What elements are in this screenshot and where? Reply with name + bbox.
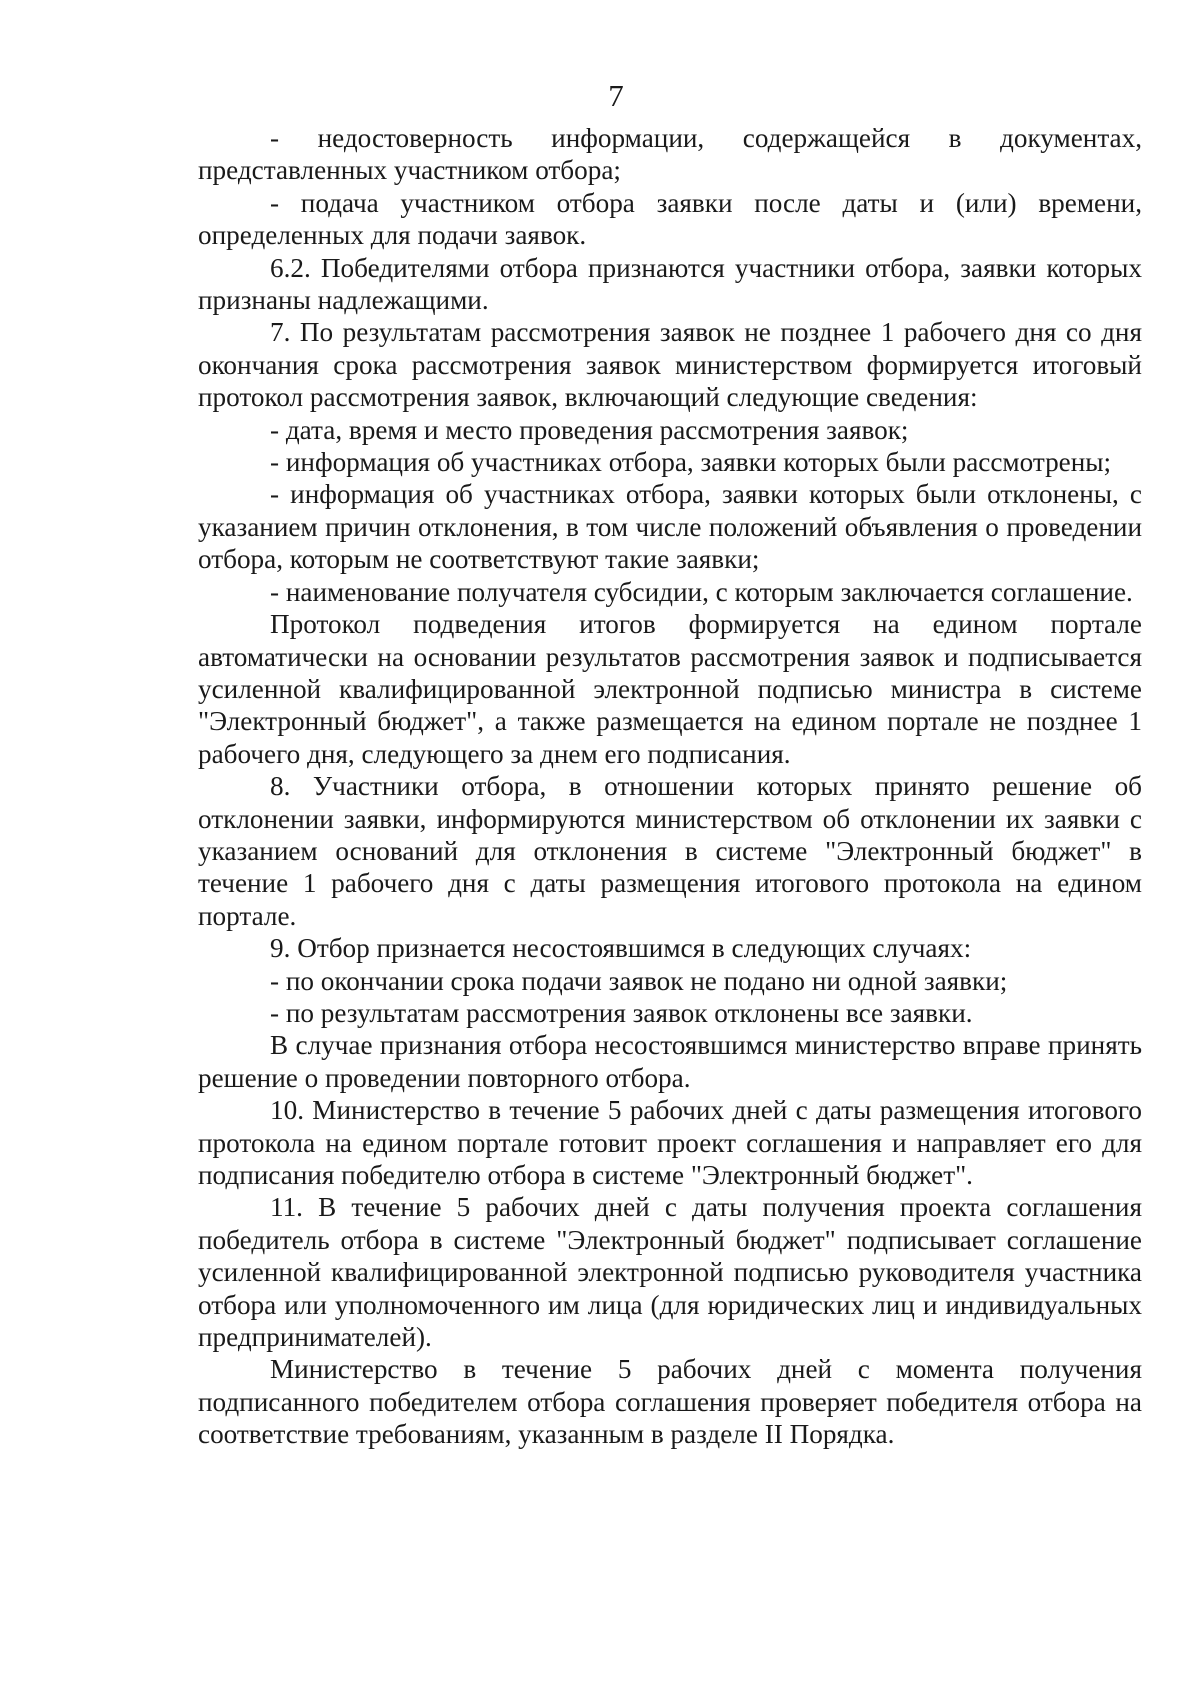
paragraph: - информация об участниках отбора, заявки которых были рассмотрены; [270,447,1112,478]
paragraph: - по окончании срока подачи заявок не подано ни одной заявки; [270,965,1008,996]
paragraph: 9. Отбор признается несостоявшимся в следующих случаях: [270,933,972,964]
paragraph: - наименование получателя субсидии, с которым заключается соглашение. [270,576,1133,607]
paragraph: Протокол подведения итогов формируется на едином портале автоматически на основании результатов рассмотрения заявок и подписывается усиленной квалифицированной электронной подписью министра в системе "Электронный бюджет", а также размещается на едином портале не позднее 1 рабочего дня, следующего за днем его подписания. [198,609,1142,769]
paragraph: - дата, время и место проведения рассмотрения заявок; [270,414,909,445]
paragraph: 7. По результатам рассмотрения заявок не позднее 1 рабочего дня со дня окончания срока рассмотрения заявок министерством формируется итоговый протокол рассмотрения заявок, включающий следующие сведения: [198,317,1142,413]
paragraph: 6.2. Победителями отбора признаются участники отбора, заявки которых признаны надлежащими. [198,252,1142,316]
paragraph: 10. Министерство в течение 5 рабочих дней с даты размещения итогового протокола на едином портале готовит проект соглашения и направляет его для подписания победителю отбора в системе "Электронный бюджет". [198,1095,1142,1190]
paragraph: В случае признания отбора несостоявшимся министерство вправе принять решение о проведении повторного отбора. [198,1030,1142,1093]
paragraph: - подача участником отбора заявки после даты и (или) времени, определенных для подачи заявок. [198,187,1142,251]
paragraph: - информация об участниках отбора, заявки которых были отклонены, с указанием причин отклонения, в том числе положений объявления о проведении отбора, которым не соответствуют такие заявки; [198,479,1142,575]
paragraph: 11. В течение 5 рабочих дней с даты получения проекта соглашения победитель отбора в системе "Электронный бюджет" подписывает соглашение усиленной квалифицированной электронной подписью руководителя участника отбора или уполномоченного им лица (для юридических лиц и индивидуальных предпринимателей). [198,1192,1142,1353]
document-body [198,122,1142,1451]
paragraph: 8. Участники отбора, в отношении которых принято решение об отклонении заявки, информируются министерством об отклонении их заявки с указанием оснований для отклонения в системе "Электронный бюджет" в течение 1 рабочего дня с даты размещения итогового протокола на едином портале. [198,771,1142,931]
page-number: 7 [608,78,624,113]
paragraph: - по результатам рассмотрения заявок отклонены все заявки. [270,997,973,1028]
paragraph: - недостоверность информации, содержащейся в документах, представленных участником отбора; [198,123,1142,186]
paragraph: Министерство в течение 5 рабочих дней с момента получения подписанного победителем отбора соглашения проверяет победителя отбора на соответствие требованиям, указанным в разделе II Порядка. [198,1354,1142,1450]
